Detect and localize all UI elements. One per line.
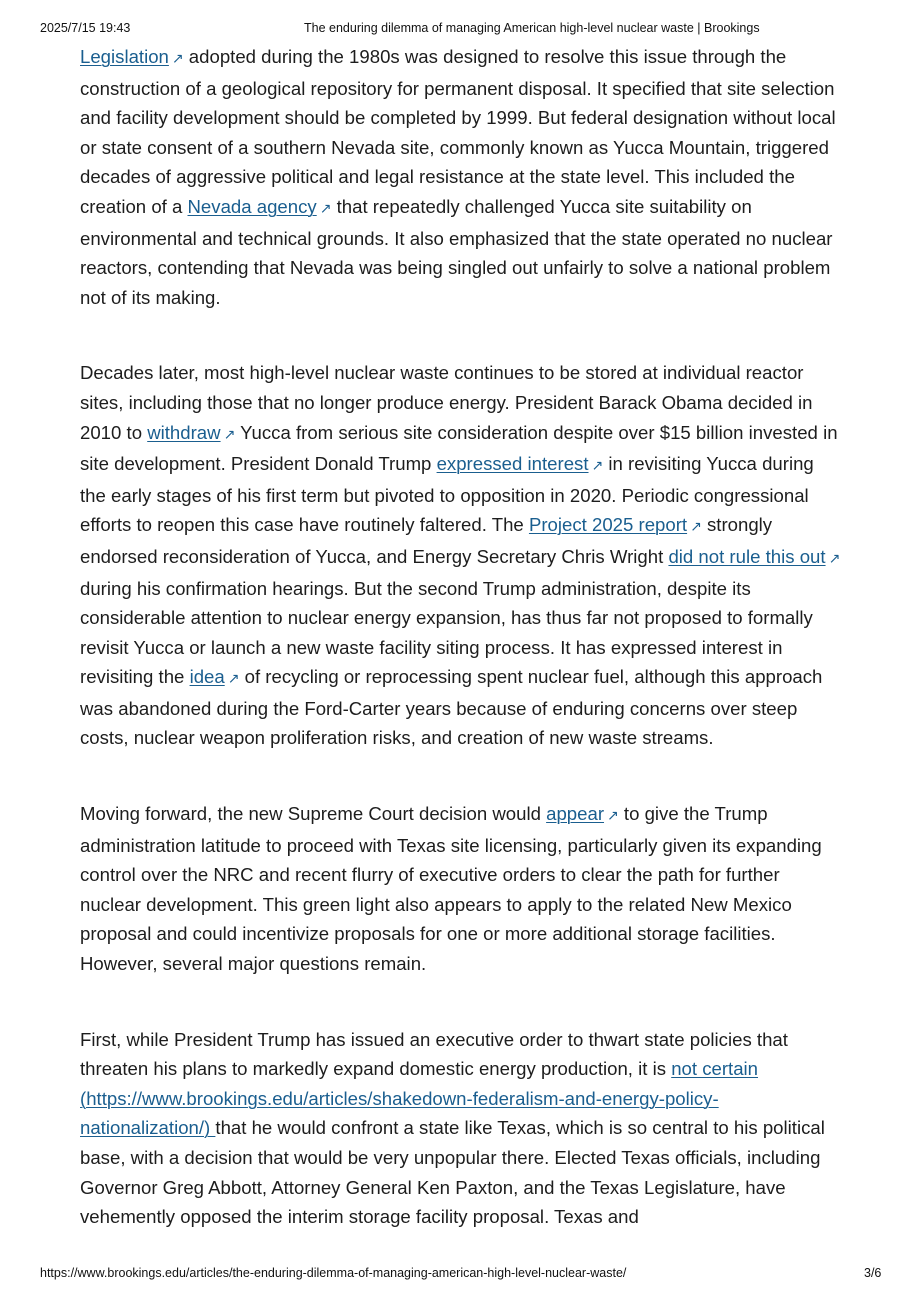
external-link-icon: ↗ <box>607 807 619 824</box>
paragraph-2-text-b: Yucca from serious site consideration despite over $15 billion invested in site development. President Donald Trump <box>80 421 838 475</box>
external-link-icon: ↗ <box>828 549 841 566</box>
paragraph-4-text-a: First, while President Trump has issued an executive order to thwart state policies that threaten his plans to markedly expand domestic energy production, it is <box>80 1028 788 1080</box>
paragraph-1-text-a: adopted during the 1980s was designed to resolve this issue through the construction of a geological repository for permanent disposal. It specified that site selection and facility development should be completed by 1999. But federal designation without local or state consent of a southern Nevada site, commonly known as Yucca Mountain, triggered decades of aggressive political and legal resistance at the state level. This included the creation of a <box>80 46 836 217</box>
withdraw-link-label: withdraw <box>147 421 221 443</box>
did-not-rule-this-out-link[interactable] <box>668 546 840 567</box>
print-page-number: 3/6 <box>864 1266 882 1280</box>
idea-link[interactable] <box>190 666 240 687</box>
paragraph-3-text-b: to give the Trump administration latitude to proceed with Texas site licensing, particularly given its expanding control over the NRC and recent flurry of executive orders to clear the path for further nuclear development. This green light also appears to apply to the related New Mexico proposal and could incentivize proposals for one or more additional storage facilities. However, several major questions remain. <box>80 803 822 975</box>
print-page-title: The enduring dilemma of managing American high-level nuclear waste | Brookings <box>304 21 760 35</box>
paragraph-2-text-f: of recycling or reprocessing spent nuclear fuel, although this approach was abandoned during the Ford-Carter years because of enduring concerns over steep costs, nuclear weapon proliferation risks, and creation of new waste streams. <box>80 666 823 749</box>
paragraph-2 <box>80 358 842 753</box>
external-link-icon: ↗ <box>227 670 240 687</box>
nevada-agency-link[interactable] <box>188 196 332 217</box>
paragraph-3 <box>80 799 842 979</box>
paragraph-4 <box>80 1025 842 1232</box>
withdraw-link[interactable] <box>147 422 235 443</box>
project-2025-report-link-label: Project 2025 report <box>528 514 688 536</box>
paragraph-4-text-b: that he would confront a state like Texas, which is so central to his political base, with a decision that would be very unpopular there. Elected Texas officials, including Governor Greg Abbott, Attorney General Ken Paxton, and the Texas Legislature, have vehemently opposed the interim storage facility proposal. Texas and <box>80 1117 825 1228</box>
paragraph-3-text-a: Moving forward, the new Supreme Court decision would <box>80 803 547 825</box>
appear-link-label: appear <box>546 803 605 825</box>
external-link-icon: ↗ <box>319 199 332 216</box>
external-link-icon: ↗ <box>223 425 236 442</box>
print-datetime: 2025/7/15 19:43 <box>40 21 131 35</box>
expressed-interest-link[interactable] <box>437 453 604 474</box>
expressed-interest-link-label: expressed interest <box>436 453 589 475</box>
did-not-rule-this-out-link-label: did not rule this out <box>668 545 826 567</box>
paragraph-1-text-b: that repeatedly challenged Yucca site suitability on environmental and technical grounds. It also emphasized that the state operated no nuclear reactors, contending that Nevada was being singled out unfairly to solve a national problem not of its making. <box>80 195 833 308</box>
article-body <box>80 42 842 1232</box>
print-page-url: https://www.brookings.edu/articles/the-enduring-dilemma-of-managing-american-high-level-nuclear-waste/ <box>40 1266 627 1280</box>
legislation-link[interactable] <box>80 46 184 67</box>
idea-link-label: idea <box>189 666 225 688</box>
legislation-link-label: Legislation <box>80 46 169 67</box>
paragraph-2-text-c: in revisiting Yucca during the early stages of his first term but pivoted to opposition in 2020. Periodic congressional efforts to reopen this case have routinely faltered. The <box>80 453 814 536</box>
external-link-icon: ↗ <box>171 50 184 66</box>
not-certain-link[interactable]: not certain (https://www.brookings.edu/articles/shakedown-federalism-and-energy-policy-nationalization/) <box>80 1058 759 1139</box>
project-2025-report-link[interactable] <box>529 514 702 535</box>
appear-link[interactable] <box>546 803 619 824</box>
external-link-icon: ↗ <box>690 518 702 535</box>
paragraph-2-text-e: during his confirmation hearings. But the second Trump administration, despite its considerable attention to nuclear energy expansion, has thus far not proposed to formally revisit Yucca or launch a new waste facility siting process. It has expressed interest in revisiting the <box>80 577 813 688</box>
paragraph-2-text-a: Decades later, most high-level nuclear waste continues to be stored at individual reactor sites, including those that no longer produce energy. President Barack Obama decided in 2010 to <box>80 362 813 443</box>
nevada-agency-link-label: Nevada agency <box>187 195 317 217</box>
paragraph-2-text-d: strongly endorsed reconsideration of Yucca, and Energy Secretary Chris Wright <box>80 514 773 567</box>
external-link-icon: ↗ <box>591 457 604 474</box>
paragraph-1 <box>80 42 842 312</box>
